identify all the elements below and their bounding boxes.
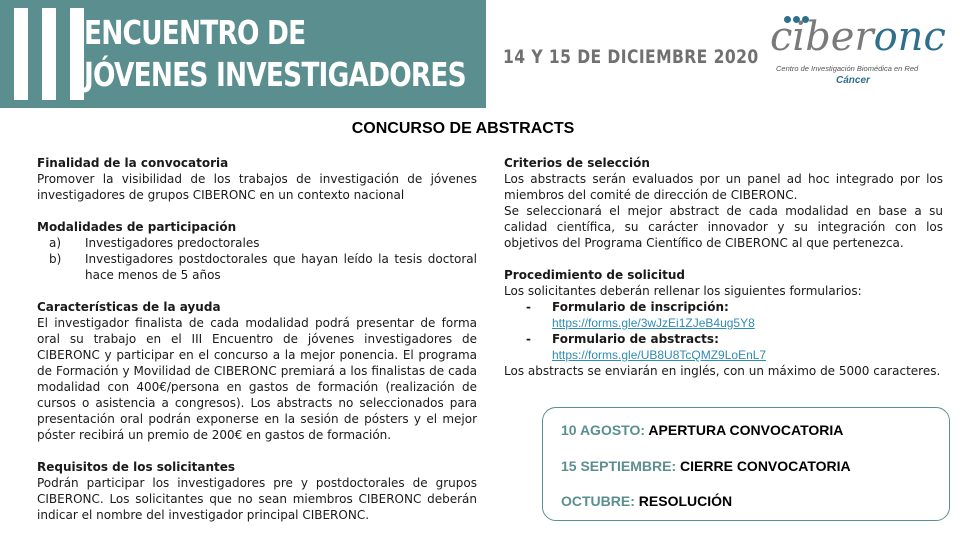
date-value: RESOLUCIÓN — [638, 493, 733, 509]
left-column — [37, 155, 477, 539]
list-marker: a) — [49, 236, 62, 250]
date-row-apertura — [561, 422, 843, 438]
right-column — [504, 155, 943, 395]
list-text: Investigadores predoctorales — [85, 236, 260, 250]
form-label: Formulario de abstracts: — [552, 332, 719, 346]
logo-area: Cáncer — [836, 75, 870, 86]
section-finalidad — [37, 155, 477, 203]
section-text: Promover la visibilidad de los trabajos de investigación de jóvenes investigadores de grupos CIBERONC en un contexto nacional — [37, 172, 477, 202]
list-marker: - — [526, 300, 531, 314]
forms-list — [504, 299, 943, 363]
form-label: Formulario de inscripción: — [552, 300, 729, 314]
logo-wordmark-onc: onc — [873, 14, 946, 60]
list-item — [37, 235, 477, 251]
section-heading: Características de la ayuda — [37, 300, 221, 314]
section-heading: Finalidad de la convocatoria — [37, 156, 229, 170]
list-item — [37, 251, 477, 283]
date-row-cierre — [561, 458, 851, 474]
date-row-resolucion — [561, 493, 732, 509]
date-value: APERTURA CONVOCATORIA — [648, 422, 844, 438]
date-value: CIERRE CONVOCATORIA — [680, 458, 851, 474]
list-marker: b) — [49, 252, 62, 266]
section-text: Los abstracts serán evaluados por un panel ad hoc integrado por los miembros del comité de dirección de CIBERONC. — [504, 172, 943, 202]
ciberonc-logo — [770, 12, 950, 92]
section-caracteristicas — [37, 299, 477, 443]
section-modalidades — [37, 219, 477, 283]
modalidades-list — [37, 235, 477, 283]
key-dates-box — [542, 407, 950, 521]
section-criterios — [504, 155, 943, 251]
section-text: El investigador finalista de cada modalidad podrá presentar de forma oral su trabajo en el III Encuentro de jóvenes investigadores de CIBERONC y participar en el concurso a la mejor ponencia. El programa de Formación y Movilidad de CIBERONC premiará a los finalistas de cada modalidad con 400€/persona en gastos de formación (realización de cursos o asistencia a congresos). Los abstracts no seleccionados para presentación oral podrán exponerse en la sesión de pósters y el mejor póster recibirá un premio de 200€ en gastos de formación. — [37, 316, 477, 442]
section-heading: Criterios de selección — [504, 156, 650, 170]
section-heading: Modalidades de participación — [37, 220, 237, 234]
inscripcion-form-link[interactable]: https://forms.gle/3wJzEi1ZJeB4ug5Y8 — [552, 316, 755, 330]
logo-subtitle: Centro de Investigación Biomédica en Red — [776, 64, 919, 73]
list-marker: - — [526, 332, 531, 346]
event-title — [84, 12, 466, 96]
logo-wordmark-ciber: ciber — [770, 14, 874, 60]
form-entry — [552, 299, 943, 331]
event-title-line-2: JÓVENES INVESTIGADORES — [84, 55, 466, 94]
header-banner — [0, 0, 486, 108]
date-label: 10 AGOSTO: — [561, 422, 646, 438]
page-title: CONCURSO DE ABSTRACTS — [351, 120, 575, 137]
abstracts-form-link[interactable]: https://forms.gle/UB8U8TcQMZ9LoEnL7 — [552, 348, 767, 362]
section-text: Los abstracts se enviarán en inglés, con un máximo de 5000 caracteres. — [504, 364, 941, 378]
section-heading: Procedimiento de solicitud — [504, 268, 685, 282]
list-text: Investigadores postdoctorales que hayan leído la tesis doctoral hace menos de 5 años — [85, 252, 477, 282]
date-label: OCTUBRE: — [561, 493, 635, 509]
section-text: Se seleccionará el mejor abstract de cada modalidad en base a su calidad científica, su carácter innovador y su integración con los objetivos del Programa Científico de CIBERONC al que pertenezca. — [504, 204, 943, 250]
section-text: Los solicitantes deberán rellenar los siguientes formularios: — [504, 284, 862, 298]
list-item — [504, 299, 943, 331]
date-label: 15 SEPTIEMBRE: — [561, 458, 677, 474]
roman-numeral-iii — [14, 8, 84, 100]
list-item — [504, 331, 943, 363]
section-requisitos — [37, 459, 477, 523]
section-text: Podrán participar los investigadores pre y postdoctorales de grupos CIBERONC. Los solicitantes que no sean miembros CIBERONC deberán indicar el nombre del investigador principal CIBERONC. — [37, 476, 477, 522]
section-heading: Requisitos de los solicitantes — [37, 460, 235, 474]
event-title-line-1: ENCUENTRO DE — [84, 13, 306, 52]
form-entry — [552, 331, 943, 363]
logo-wordmark — [770, 14, 946, 60]
section-procedimiento — [504, 267, 943, 379]
event-date: 14 Y 15 DE DICIEMBRE 2020 — [503, 46, 759, 68]
